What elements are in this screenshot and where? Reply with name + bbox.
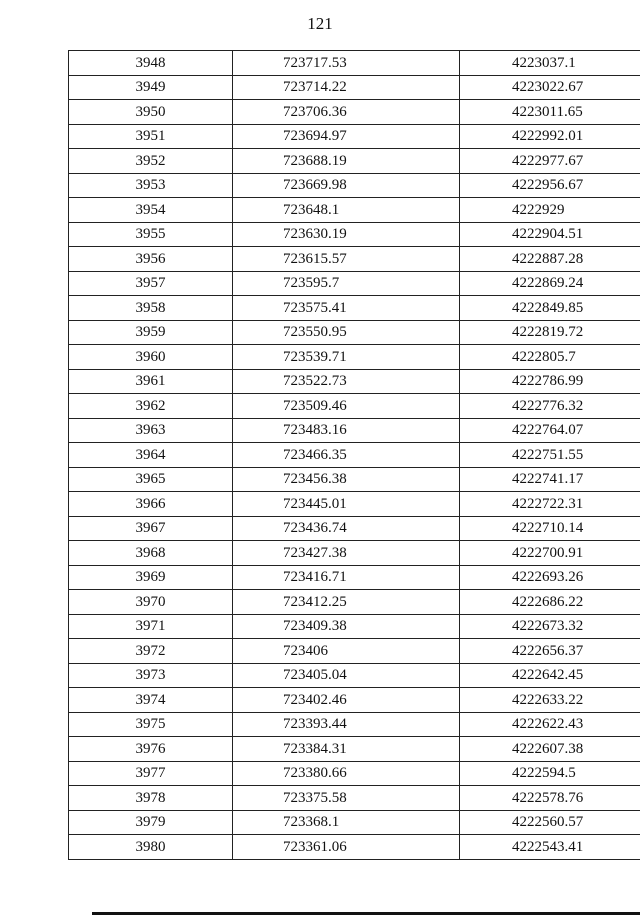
y-coordinate-cell: 4222710.14: [460, 516, 640, 541]
x-coordinate-cell: 723361.06: [233, 835, 460, 860]
y-coordinate-cell: 4223037.1: [460, 51, 640, 76]
table-row: [69, 565, 640, 590]
point-number-cell: 3979: [69, 810, 233, 835]
x-coordinate-cell: 723412.25: [233, 590, 460, 615]
y-coordinate-cell: 4222764.07: [460, 418, 640, 443]
point-number-cell: 3949: [69, 75, 233, 100]
x-coordinate-cell: 723409.38: [233, 614, 460, 639]
table-row: [69, 835, 640, 860]
table-row: [69, 345, 640, 370]
y-coordinate-cell: 4222929: [460, 198, 640, 223]
x-coordinate-cell: 723706.36: [233, 100, 460, 125]
y-coordinate-cell: 4222805.7: [460, 345, 640, 370]
point-number-cell: 3980: [69, 835, 233, 860]
point-number-cell: 3976: [69, 737, 233, 762]
x-coordinate-cell: 723416.71: [233, 565, 460, 590]
y-coordinate-cell: 4223011.65: [460, 100, 640, 125]
point-number-cell: 3952: [69, 149, 233, 174]
y-coordinate-cell: 4222992.01: [460, 124, 640, 149]
y-coordinate-cell: 4222633.22: [460, 688, 640, 713]
x-coordinate-cell: 723539.71: [233, 345, 460, 370]
x-coordinate-cell: 723575.41: [233, 296, 460, 321]
x-coordinate-cell: 723456.38: [233, 467, 460, 492]
point-number-cell: 3965: [69, 467, 233, 492]
y-coordinate-cell: 4222786.99: [460, 369, 640, 394]
x-coordinate-cell: 723694.97: [233, 124, 460, 149]
y-coordinate-cell: 4222594.5: [460, 761, 640, 786]
x-coordinate-cell: 723427.38: [233, 541, 460, 566]
x-coordinate-cell: 723368.1: [233, 810, 460, 835]
y-coordinate-cell: 4222956.67: [460, 173, 640, 198]
point-number-cell: 3955: [69, 222, 233, 247]
table-row: [69, 75, 640, 100]
table-row: [69, 712, 640, 737]
table-row: [69, 688, 640, 713]
point-number-cell: 3950: [69, 100, 233, 125]
y-coordinate-cell: 4222887.28: [460, 247, 640, 272]
table-row: [69, 663, 640, 688]
point-number-cell: 3960: [69, 345, 233, 370]
x-coordinate-cell: 723436.74: [233, 516, 460, 541]
y-coordinate-cell: 4222819.72: [460, 320, 640, 345]
page-bottom-border: [92, 912, 640, 915]
y-coordinate-cell: 4222693.26: [460, 565, 640, 590]
table-row: [69, 467, 640, 492]
point-number-cell: 3962: [69, 394, 233, 419]
y-coordinate-cell: 4222849.85: [460, 296, 640, 321]
point-number-cell: 3954: [69, 198, 233, 223]
table-row: [69, 369, 640, 394]
table-row: [69, 51, 640, 76]
x-coordinate-cell: 723648.1: [233, 198, 460, 223]
x-coordinate-cell: 723669.98: [233, 173, 460, 198]
x-coordinate-cell: 723714.22: [233, 75, 460, 100]
table-row: [69, 639, 640, 664]
table-row: [69, 296, 640, 321]
x-coordinate-cell: 723380.66: [233, 761, 460, 786]
table-row: [69, 271, 640, 296]
x-coordinate-cell: 723522.73: [233, 369, 460, 394]
point-number-cell: 3964: [69, 443, 233, 468]
point-number-cell: 3971: [69, 614, 233, 639]
table-row: [69, 247, 640, 272]
point-number-cell: 3974: [69, 688, 233, 713]
y-coordinate-cell: 4222776.32: [460, 394, 640, 419]
point-number-cell: 3978: [69, 786, 233, 811]
point-number-cell: 3957: [69, 271, 233, 296]
point-number-cell: 3959: [69, 320, 233, 345]
coordinate-table-body: [69, 51, 640, 860]
coordinate-table: [68, 50, 640, 860]
table-row: [69, 516, 640, 541]
x-coordinate-cell: 723509.46: [233, 394, 460, 419]
table-row: [69, 222, 640, 247]
y-coordinate-cell: 4222642.45: [460, 663, 640, 688]
y-coordinate-cell: 4222686.22: [460, 590, 640, 615]
y-coordinate-cell: 4222977.67: [460, 149, 640, 174]
point-number-cell: 3961: [69, 369, 233, 394]
point-number-cell: 3973: [69, 663, 233, 688]
page-number: 121: [307, 14, 333, 33]
y-coordinate-cell: 4222607.38: [460, 737, 640, 762]
y-coordinate-cell: 4222578.76: [460, 786, 640, 811]
table-row: [69, 492, 640, 517]
table-row: [69, 418, 640, 443]
y-coordinate-cell: 4222560.57: [460, 810, 640, 835]
point-number-cell: 3953: [69, 173, 233, 198]
table-row: [69, 394, 640, 419]
point-number-cell: 3970: [69, 590, 233, 615]
x-coordinate-cell: 723406: [233, 639, 460, 664]
x-coordinate-cell: 723375.58: [233, 786, 460, 811]
table-row: [69, 198, 640, 223]
x-coordinate-cell: 723384.31: [233, 737, 460, 762]
y-coordinate-cell: 4222869.24: [460, 271, 640, 296]
y-coordinate-cell: 4223022.67: [460, 75, 640, 100]
x-coordinate-cell: 723717.53: [233, 51, 460, 76]
x-coordinate-cell: 723483.16: [233, 418, 460, 443]
point-number-cell: 3963: [69, 418, 233, 443]
point-number-cell: 3972: [69, 639, 233, 664]
x-coordinate-cell: 723393.44: [233, 712, 460, 737]
x-coordinate-cell: 723466.35: [233, 443, 460, 468]
y-coordinate-cell: 4222741.17: [460, 467, 640, 492]
table-row: [69, 810, 640, 835]
y-coordinate-cell: 4222722.31: [460, 492, 640, 517]
table-row: [69, 590, 640, 615]
table-row: [69, 443, 640, 468]
table-row: [69, 786, 640, 811]
table-row: [69, 761, 640, 786]
y-coordinate-cell: 4222700.91: [460, 541, 640, 566]
point-number-cell: 3969: [69, 565, 233, 590]
table-row: [69, 124, 640, 149]
point-number-cell: 3967: [69, 516, 233, 541]
table-row: [69, 100, 640, 125]
point-number-cell: 3958: [69, 296, 233, 321]
y-coordinate-cell: 4222622.43: [460, 712, 640, 737]
table-row: [69, 173, 640, 198]
x-coordinate-cell: 723402.46: [233, 688, 460, 713]
y-coordinate-cell: 4222904.51: [460, 222, 640, 247]
point-number-cell: 3975: [69, 712, 233, 737]
x-coordinate-cell: 723550.95: [233, 320, 460, 345]
x-coordinate-cell: 723405.04: [233, 663, 460, 688]
x-coordinate-cell: 723595.7: [233, 271, 460, 296]
table-row: [69, 614, 640, 639]
x-coordinate-cell: 723688.19: [233, 149, 460, 174]
point-number-cell: 3956: [69, 247, 233, 272]
y-coordinate-cell: 4222673.32: [460, 614, 640, 639]
table-row: [69, 541, 640, 566]
point-number-cell: 3966: [69, 492, 233, 517]
point-number-cell: 3951: [69, 124, 233, 149]
table-row: [69, 149, 640, 174]
y-coordinate-cell: 4222543.41: [460, 835, 640, 860]
y-coordinate-cell: 4222656.37: [460, 639, 640, 664]
table-row: [69, 737, 640, 762]
point-number-cell: 3977: [69, 761, 233, 786]
point-number-cell: 3948: [69, 51, 233, 76]
y-coordinate-cell: 4222751.55: [460, 443, 640, 468]
point-number-cell: 3968: [69, 541, 233, 566]
x-coordinate-cell: 723630.19: [233, 222, 460, 247]
table-row: [69, 320, 640, 345]
x-coordinate-cell: 723445.01: [233, 492, 460, 517]
x-coordinate-cell: 723615.57: [233, 247, 460, 272]
